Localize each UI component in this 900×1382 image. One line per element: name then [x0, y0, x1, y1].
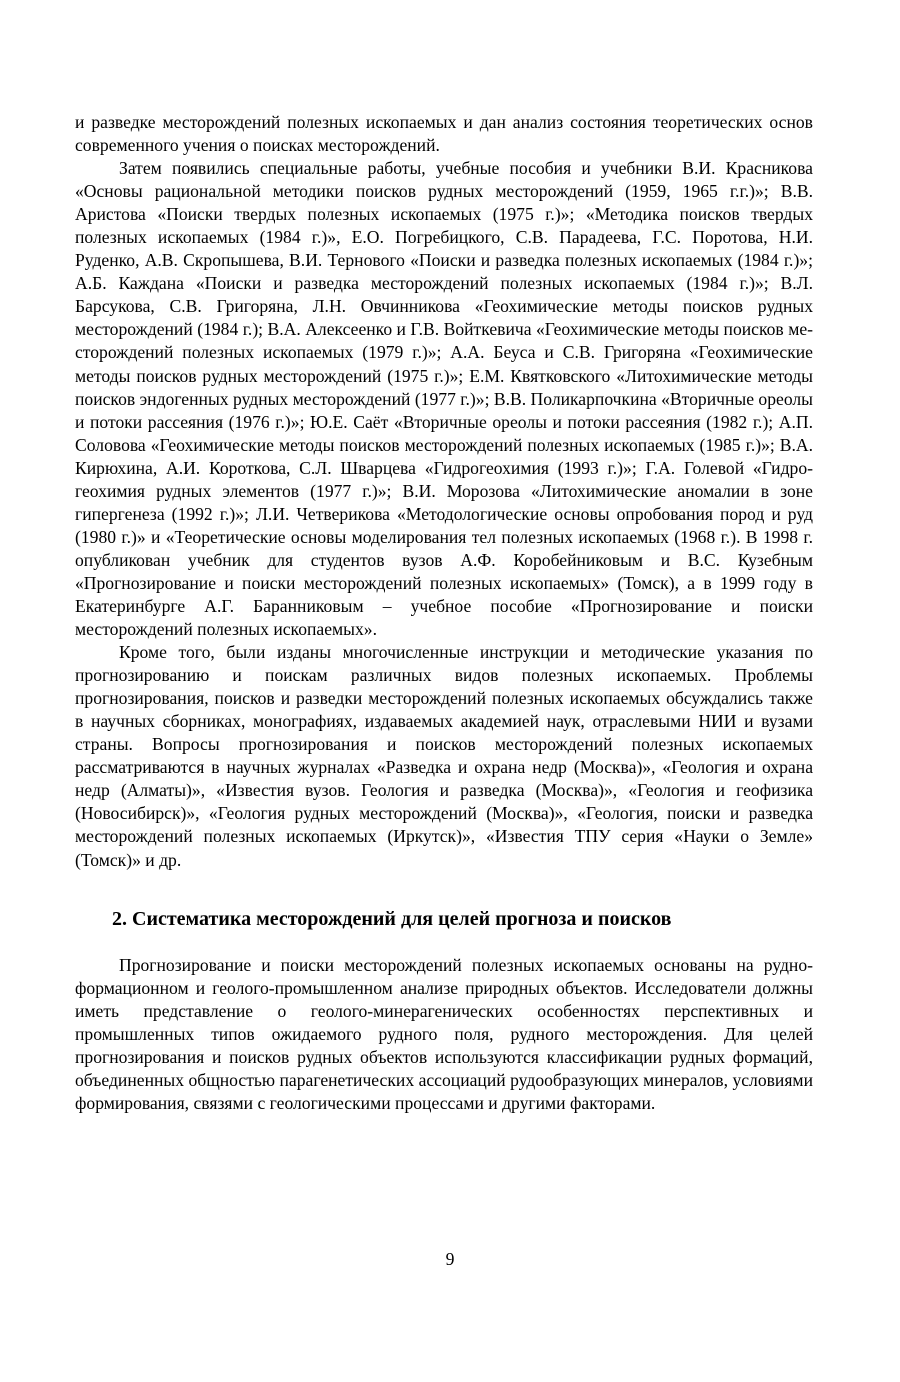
paragraph-continuation: и разведке месторождений полезных ископаемых и дан анализ состояния теоретических основ современного учения о поисках месторождений. [75, 112, 813, 156]
paragraph-textbooks: Затем появились специальные работы, учебные пособия и учебники В.И. Красникова «Основы рациональной методики поисков рудных месторождений (1959, 1965 г.г.)»; В.В. Аристова «Поиски твердых полезных ископаемых (1975 г.)»; «Методика поисков твердых полезных ископаемых (1984 г.)», Е.О. Погребицкого, С.В. Парадеева, Г.С. Поротова, Н.И. Руденко, А.В. Скропышева, В.И. Тернового «Поиски и разведка полезных ископаемых (1984 г.)»; А.Б. Каждана «Поиски и разведка месторождений полезных ископаемых (1984 г.)»; В.Л. Барсукова, С.В. Григоряна, Л.Н. Овчинникова «Геохимические методы поисков рудных месторождений (1984 г.); В.А. Алексеенко и Г.В. Войткевича «Геохимические методы поисков месторождений полезных ископаемых (1979 г.)»; А.А. Беуса и С.В. Григоряна «Геохимические методы поисков рудных месторождений (1975 г.)»; Е.М. Квятковского «Литохимические методы поисков эндогенных рудных месторождений (1977 г.)»; В.В. Поликарпочкина «Вторичные ореолы и потоки рассеяния (1976 г.)»; Ю.Е. Саёт «Вторичные ореолы и потоки рассеяния (1982 г.); А.П. Соловова «Геохимические методы поисков месторождений полезных ископаемых (1985 г.)»; В.А. Кирюхина, А.И. Короткова, С.Л. Шварцева «Гидрогеохимия (1993 г.)»; Г.А. Голевой «Гидрогеохимия рудных элементов (1977 г.)»; В.И. Морозова «Литохимические аномалии в зоне гипергенеза (1992 г.)»; Л.И. Четверикова «Методологические основы опробования пород и руд (1980 г.)» и «Теоретические основы моделирования тел полезных ископаемых (1968 г.). В 1998 г. опубликован учебник для студентов вузов А.Ф. Коробейниковым и В.С. Кузебным «Прогнозирование и поиски месторождений полезных ископаемых» (Томск), а в 1999 году в Екатеринбурге А.Г. Баранниковым – учебное пособие «Прогнозирование и поиски месторождений полезных ископаемых». [75, 158, 813, 640]
paragraph-instructions: Кроме того, были изданы многочисленные инструкции и методические указания по прогнозированию и поискам различных видов полезных ископаемых. Проблемы прогнозирования, поисков и разведки месторождений полезных ископаемых обсуждались также в научных сборниках, монографиях, издаваемых академией наук, отраслевыми НИИ и вузами страны. Вопросы прогнозирования и поисков месторождений полезных ископаемых рассматриваются в научных журналах «Разведка и охрана недр (Москва)», «Геология и охрана недр (Алматы)», «Известия вузов. Геология и разведка (Москва)», «Геология и геофизика (Новосибирск)», «Геология рудных месторождений (Москва)», «Геология, поиски и разведка месторождений полезных ископаемых (Иркутск)», «Известия ТПУ серия «Науки о Земле» (Томск)» и др. [75, 642, 813, 870]
section-heading: 2. Систематика месторождений для целей прогноза и поисков [112, 907, 672, 930]
page-number: 9 [445, 1249, 455, 1269]
paragraph-forecasting: Прогнозирование и поиски месторождений полезных ископаемых основаны на рудно-формационном и геолого-промышленном анализе природных объектов. Исследователи должны иметь представление о геолого-минерагенических особенностях перспективных и промышленных типов ожидаемого рудного поля, рудного месторождения. Для целей прогнозирования и поисков рудных объектов используются классификации рудных формаций, объединенных общностью парагенетических ассоциаций рудообразующих минералов, условиями формирования, связями с геологическими процессами и другими факторами. [75, 954, 813, 1113]
document-page [75, 111, 813, 1115]
